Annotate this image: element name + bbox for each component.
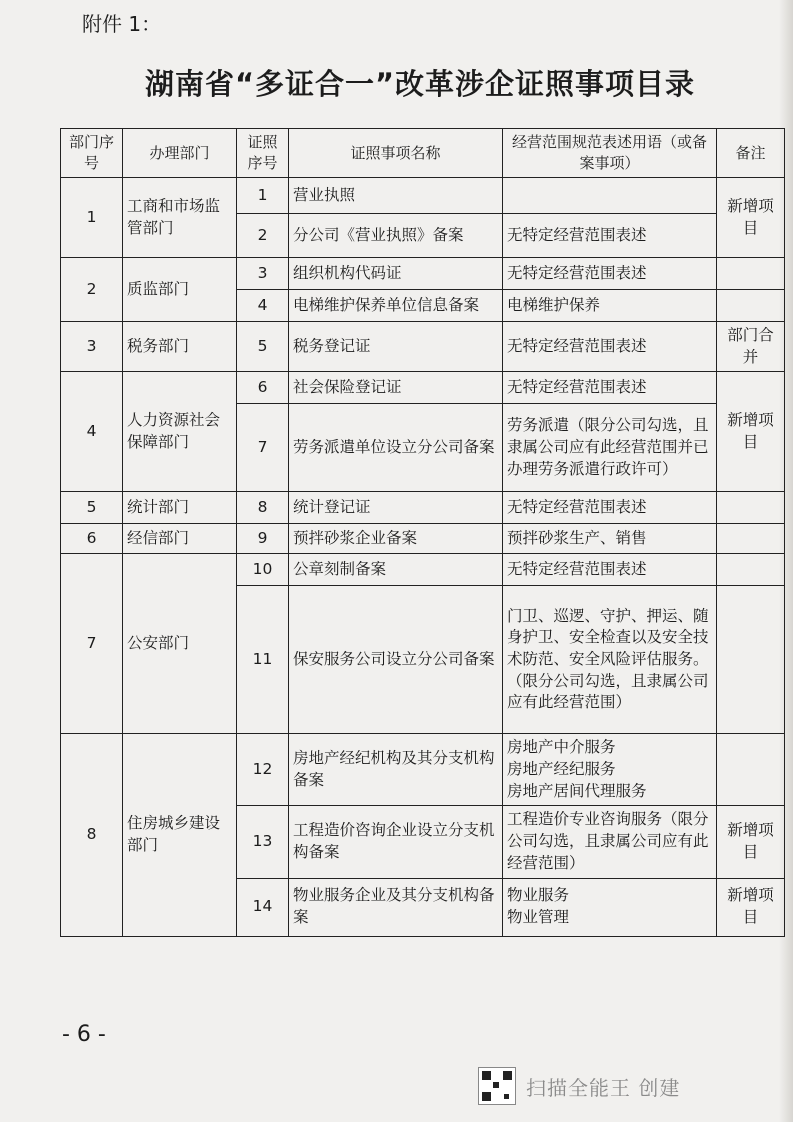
cert-no-cell: 11 [237,586,289,734]
cert-no-cell: 5 [237,322,289,372]
table-row [61,492,785,524]
cert-no-cell: 7 [237,404,289,492]
remark-cell [717,586,785,734]
dept-no-cell: 7 [61,554,123,734]
cert-no-cell: 13 [237,806,289,878]
scope-cell: 无特定经营范围表述 [503,214,717,258]
remark-cell: 新增项目 [717,806,785,878]
cert-name-cell: 税务登记证 [289,322,503,372]
scope-cell: 无特定经营范围表述 [503,258,717,290]
cert-name-cell: 电梯维护保养单位信息备案 [289,290,503,322]
remark-cell: 新增项目 [717,878,785,936]
remark-cell: 部门合并 [717,322,785,372]
cert-name-cell: 统计登记证 [289,492,503,524]
dept-no-cell: 6 [61,524,123,554]
cert-name-cell: 工程造价咨询企业设立分支机构备案 [289,806,503,878]
scope-cell: 无特定经营范围表述 [503,322,717,372]
cert-no-cell: 3 [237,258,289,290]
scope-cell: 房地产中介服务 房地产经纪服务 房地产居间代理服务 [503,734,717,806]
dept-name-cell: 质监部门 [123,258,237,322]
cert-name-cell: 保安服务公司设立分公司备案 [289,586,503,734]
remark-cell: 新增项目 [717,178,785,258]
dept-name-cell: 公安部门 [123,554,237,734]
table-row [61,734,785,806]
header-scope: 经营范围规范表述用语（或备案事项） [503,129,717,178]
scope-cell: 物业服务 物业管理 [503,878,717,936]
cert-name-cell: 劳务派遣单位设立分公司备案 [289,404,503,492]
table-row [61,372,785,404]
scope-cell: 无特定经营范围表述 [503,554,717,586]
scanner-credit: 扫描全能王 创建 [526,1075,681,1100]
remark-cell [717,524,785,554]
header-dept-no: 部门序号 [61,129,123,178]
cert-name-cell: 组织机构代码证 [289,258,503,290]
scope-cell: 预拌砂浆生产、销售 [503,524,717,554]
cert-no-cell: 8 [237,492,289,524]
scope-cell: 工程造价专业咨询服务（限分公司勾选，且隶属公司应有此经营范围） [503,806,717,878]
dept-no-cell: 3 [61,322,123,372]
scope-cell: 无特定经营范围表述 [503,372,717,404]
dept-no-cell: 8 [61,734,123,936]
cert-name-cell: 房地产经纪机构及其分支机构备案 [289,734,503,806]
remark-cell [717,554,785,586]
dept-no-cell: 5 [61,492,123,524]
table-row [61,178,785,214]
remark-cell [717,492,785,524]
cert-name-cell: 社会保险登记证 [289,372,503,404]
header-cert-no: 证照序号 [237,129,289,178]
cert-no-cell: 4 [237,290,289,322]
header-remark: 备注 [717,129,785,178]
scanner-watermark [478,1067,680,1105]
header-dept: 办理部门 [123,129,237,178]
dept-name-cell: 税务部门 [123,322,237,372]
scope-cell: 无特定经营范围表述 [503,492,717,524]
page-number: - 6 - [62,1022,106,1047]
dept-name-cell: 统计部门 [123,492,237,524]
cert-no-cell: 14 [237,878,289,936]
cert-name-cell: 公章刻制备案 [289,554,503,586]
cert-no-cell: 10 [237,554,289,586]
attachment-label: 附件 1： [82,12,162,36]
qr-code-icon [478,1067,516,1105]
cert-no-cell: 6 [237,372,289,404]
dept-no-cell: 4 [61,372,123,492]
catalog-table [60,128,785,937]
cert-name-cell: 分公司《营业执照》备案 [289,214,503,258]
dept-name-cell: 工商和市场监管部门 [123,178,237,258]
dept-name-cell: 人力资源社会保障部门 [123,372,237,492]
dept-no-cell: 2 [61,258,123,322]
scope-cell: 门卫、巡逻、守护、押运、随身护卫、安全检查以及安全技术防范、安全风险评估服务。（限分公司勾选，且隶属公司应有此经营范围） [503,586,717,734]
dept-name-cell: 住房城乡建设部门 [123,734,237,936]
table-row [61,554,785,586]
document-title: 湖南省“多证合一”改革涉企证照事项目录 [144,67,696,101]
table-row [61,258,785,290]
scope-cell [503,178,717,214]
cert-name-cell: 物业服务企业及其分支机构备案 [289,878,503,936]
cert-no-cell: 9 [237,524,289,554]
scope-cell: 电梯维护保养 [503,290,717,322]
table-row [61,322,785,372]
cert-name-cell: 预拌砂浆企业备案 [289,524,503,554]
dept-name-cell: 经信部门 [123,524,237,554]
remark-cell [717,734,785,806]
remark-cell [717,290,785,322]
remark-cell: 新增项目 [717,372,785,492]
remark-cell [717,258,785,290]
scope-cell: 劳务派遣（限分公司勾选，且隶属公司应有此经营范围并已办理劳务派遣行政许可） [503,404,717,492]
header-cert-name: 证照事项名称 [289,129,503,178]
cert-name-cell: 营业执照 [289,178,503,214]
cert-no-cell: 1 [237,178,289,214]
table-row [61,524,785,554]
dept-no-cell: 1 [61,178,123,258]
cert-no-cell: 2 [237,214,289,258]
cert-no-cell: 12 [237,734,289,806]
table-header-row [61,129,785,178]
